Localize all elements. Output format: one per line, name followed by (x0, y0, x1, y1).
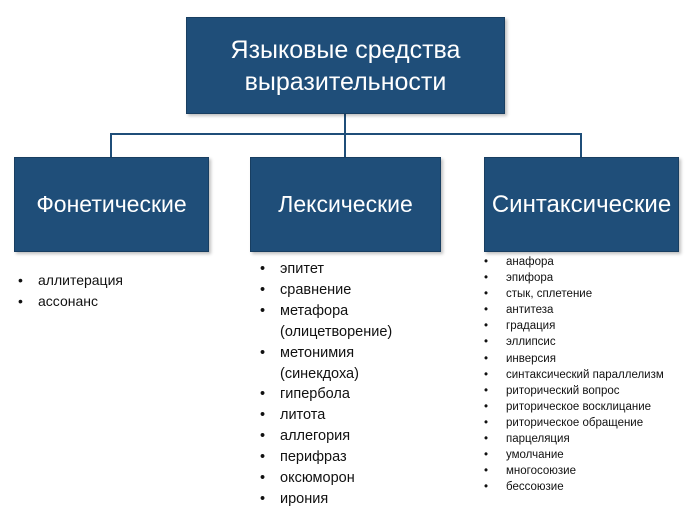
category-phonetic (14, 157, 209, 252)
list-item-continuation: (синекдоха) (280, 365, 359, 382)
category-lexical (250, 157, 441, 252)
root-node (186, 17, 505, 114)
list-item: • анафора (480, 254, 664, 270)
list-item: • перифраз (256, 447, 392, 468)
list-item: • эпифора (480, 270, 664, 286)
list-item: • эпитет (256, 259, 392, 280)
root-title-line1: Языковые средства (230, 35, 461, 64)
list-item: • антитеза (480, 302, 664, 318)
list-item: • оксюморон (256, 468, 392, 489)
list-item: • умолчание (480, 447, 664, 463)
list-item: • метонимия (256, 343, 392, 364)
lexical-items-list (256, 259, 392, 510)
list-item: • многосоюзие (480, 463, 664, 479)
list-item-continuation: (олицетворение) (280, 323, 393, 340)
category-syntactic (484, 157, 679, 252)
syntactic-items-list (480, 254, 664, 495)
category-title: Фонетические (36, 191, 187, 217)
connector-stem-fonetic (110, 133, 112, 157)
list-item: • эллипсис (480, 334, 664, 350)
list-item: • гипербола (256, 384, 392, 405)
list-item: • градация (480, 318, 664, 334)
list-item: • аллитерация (14, 270, 123, 291)
connector-stem-lexical (344, 133, 346, 157)
list-item: • стык, сплетение (480, 286, 664, 302)
list-item: • риторическое восклицание (480, 399, 664, 415)
connector-horizontal (110, 133, 582, 135)
list-item: • бессоюзие (480, 479, 664, 495)
list-item: • аллегория (256, 426, 392, 447)
list-item: • ассонанс (14, 291, 123, 312)
list-item: • парцеляция (480, 431, 664, 447)
list-item: • ирония (256, 489, 392, 510)
list-item: • синтаксический параллелизм (480, 367, 664, 383)
category-title: Лексические (278, 191, 413, 217)
list-item: • сравнение (256, 280, 392, 301)
phonetic-items-list (14, 270, 123, 312)
connector-stem-syntactic (580, 133, 582, 157)
category-title: Синтаксические (491, 190, 672, 218)
list-item: • риторическое обращение (480, 415, 664, 431)
root-title-line2: выразительности (244, 67, 447, 96)
list-item: • метафора (256, 301, 392, 322)
list-item: • инверсия (480, 351, 664, 367)
list-item: • риторический вопрос (480, 383, 664, 399)
list-item: • литота (256, 405, 392, 426)
connector-root-stem (344, 112, 346, 134)
